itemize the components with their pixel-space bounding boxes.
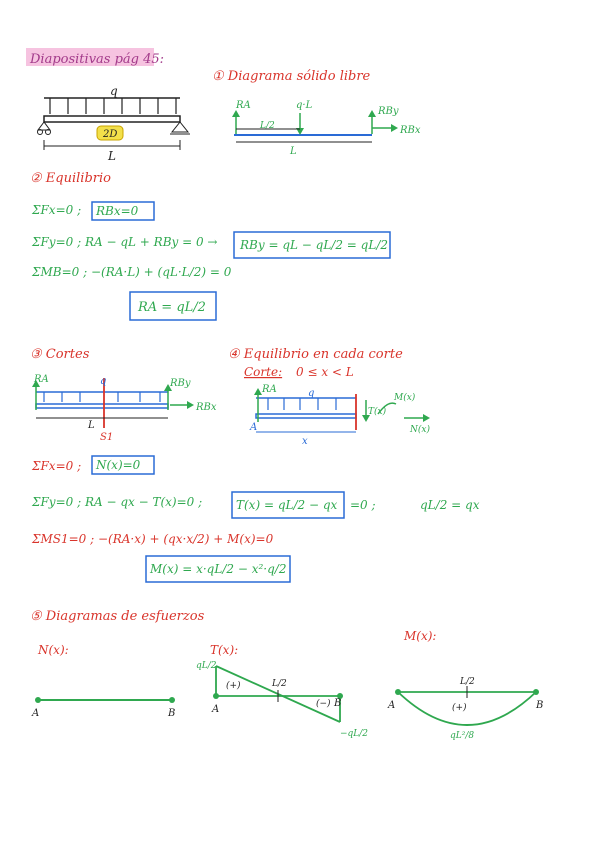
section4-heading: ④ Equilibrio en cada corte — [228, 347, 403, 362]
span-label: L — [108, 149, 116, 163]
t-label: T(x): — [210, 643, 239, 657]
sec-x: x — [302, 436, 308, 447]
cut-ra: RA — [34, 374, 49, 385]
fbd-rbx: RBx — [400, 125, 421, 136]
eq4-t: T(x) = qL/2 − qx — [236, 498, 338, 512]
eq4-fx: ΣFx=0 ; — [32, 459, 82, 473]
t-l2: L/2 — [272, 679, 287, 689]
eq4-qx: qL/2 = qx — [420, 498, 480, 512]
m-b: B — [536, 700, 544, 711]
t-ql2: qL/2 — [196, 661, 217, 671]
fbd-len: L — [290, 146, 297, 157]
cut-rby: RBy — [170, 378, 191, 389]
section2-heading: ② Equilibrio — [30, 171, 111, 186]
cut-q: q — [100, 376, 107, 387]
section1-heading: ① Diagrama sólido libre — [212, 69, 371, 84]
moment-diagram — [395, 686, 539, 725]
m-plus: (+) — [452, 703, 467, 713]
sec-ra: RA — [262, 384, 277, 395]
t-b: B — [334, 698, 342, 709]
eq-ra: RA = qL/2 — [138, 300, 206, 315]
m-a: A — [388, 700, 396, 711]
load-label: q — [110, 84, 118, 98]
eq-mb: ΣMB=0 ; −(RA·L) + (qL·L/2) = 0 — [32, 265, 232, 279]
sec-t: T(x) — [368, 407, 387, 417]
t-mql2: −qL/2 — [340, 729, 369, 739]
eq4-n: N(x)=0 — [96, 458, 141, 472]
corte-range: 0 ≤ x < L — [296, 365, 354, 379]
section3-heading: ③ Cortes — [30, 347, 90, 362]
fbd-ql: q·L — [296, 100, 313, 111]
n-point-a — [35, 697, 41, 703]
t-a: A — [212, 704, 220, 715]
sec-m: M(x) — [394, 393, 416, 403]
eq4-zero: =0 ; — [350, 498, 376, 512]
beam-sketch — [38, 98, 191, 150]
sec-a: A — [250, 422, 258, 433]
eq-fy: ΣFy=0 ; RA − qL + RBy = 0 → — [32, 235, 218, 249]
cut-s1: S1 — [100, 432, 114, 443]
m-l2: L/2 — [460, 677, 475, 687]
n-a: A — [32, 708, 40, 719]
fbd-rby: RBy — [378, 106, 399, 117]
eq4-ms: ΣMS1=0 ; −(RA·x) + (qx·x/2) + M(x)=0 — [32, 532, 274, 546]
sec-n: N(x) — [410, 425, 430, 435]
m-ql28: qL²/8 — [450, 731, 475, 741]
shear-diagram — [213, 666, 343, 722]
eq-fx: ΣFx=0 ; — [32, 203, 82, 217]
corte-label: Corte: — [244, 365, 283, 379]
badge-label: 2D — [103, 129, 118, 140]
section5-heading: ⑤ Diagramas de esfuerzos — [30, 609, 205, 624]
m-label: M(x): — [404, 629, 437, 643]
fbd — [232, 110, 398, 142]
eq4-fy: ΣFy=0 ; RA − qx − T(x)=0 ; — [32, 495, 203, 509]
fbd-half: L/2 — [260, 121, 275, 131]
eq-rby: RBy = qL − qL/2 = qL/2 — [240, 238, 388, 252]
n-label: N(x): — [38, 643, 69, 657]
n-point-b — [169, 697, 175, 703]
page-title: Diapositivas pág 45: — [30, 52, 165, 67]
eq-rbx: RBx=0 — [96, 204, 139, 218]
cut-len: L — [88, 420, 95, 431]
t-plus: (+) — [226, 681, 241, 691]
cut-rbx: RBx — [196, 402, 217, 413]
t-minus: (−) — [316, 699, 331, 709]
eq4-m: M(x) = x·qL/2 − x²·q/2 — [150, 562, 287, 576]
sec-q: q — [308, 388, 315, 399]
fbd-ra: RA — [236, 100, 251, 111]
n-b: B — [168, 708, 176, 719]
